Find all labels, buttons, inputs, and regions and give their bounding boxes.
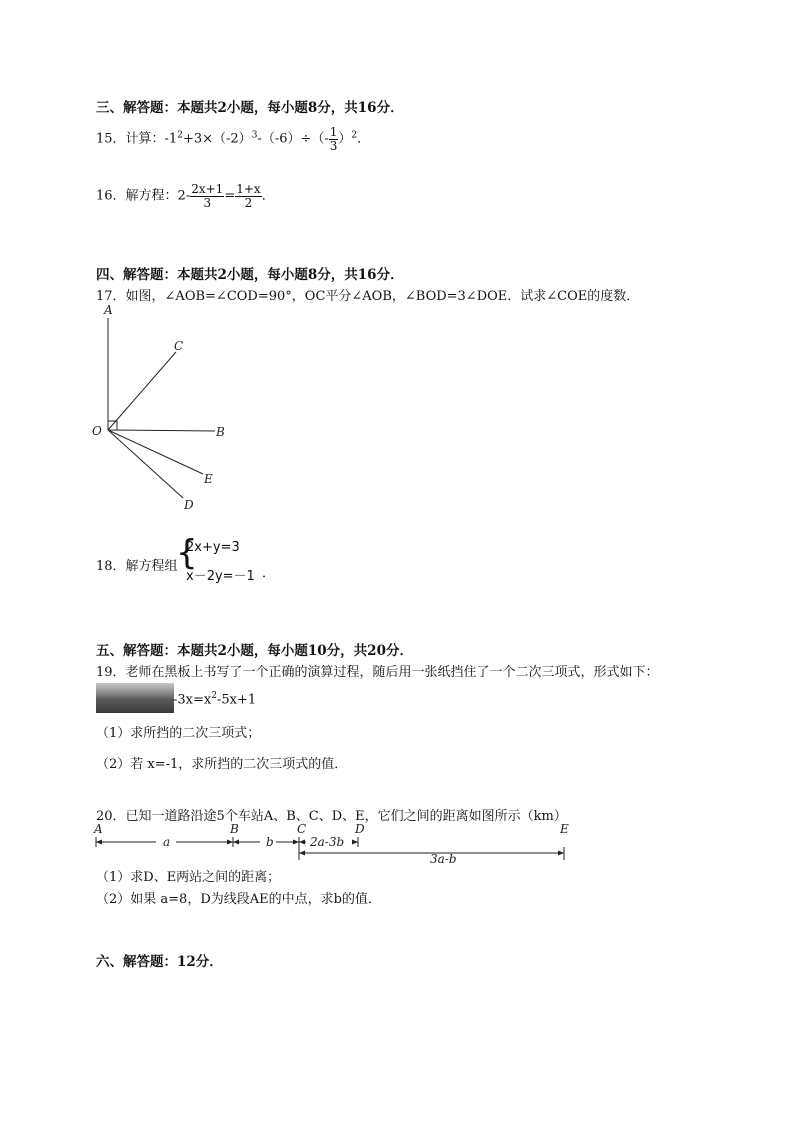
arrow-cd-l (299, 840, 305, 845)
q19-expr-exp: 2 (211, 691, 217, 701)
label-c: C (174, 339, 184, 353)
system-brace: { (176, 533, 198, 573)
q15-exp2: 3 (251, 130, 258, 141)
q16-f2-num: 1+x (236, 182, 261, 196)
q16-end: ． (261, 188, 275, 204)
arrow-ce-r (558, 851, 564, 856)
section-6-heading: 六、解答题：12分． (96, 954, 223, 970)
point-d-label: D (355, 822, 365, 836)
point-c-label: C (297, 822, 307, 836)
q15-end: ． (357, 131, 371, 147)
q15-frac-num: 1 (329, 125, 338, 139)
q20-sub2: （2）如果 a=8，D为线段AE的中点，求b的值． (96, 892, 381, 907)
angle-figure (90, 300, 250, 520)
q16-f1-den: 3 (203, 195, 212, 210)
arrow-bc-r (293, 840, 299, 845)
point-a-label: A (94, 822, 103, 836)
label-e: E (204, 472, 213, 486)
point-e-label: E (560, 822, 569, 836)
question-15 (96, 126, 370, 152)
q16-fraction-1 (190, 183, 224, 209)
question-19: 19．老师在黑板上书写了一个正确的演算过程，随后用一张纸挡住了一个二次三项式，形式如下： (96, 665, 659, 680)
label-b: B (216, 425, 225, 439)
q15-mid2: -（-6）÷（- (257, 131, 329, 147)
segment-bc-label: b (266, 835, 274, 849)
label-a: A (104, 303, 113, 317)
label-d: D (184, 498, 194, 512)
q15-exp3: 2 (351, 130, 358, 141)
section-3-heading: 三、解答题：本题共2小题，每小题8分，共16分． (96, 100, 404, 116)
q16-eq: = (224, 188, 236, 204)
q15-frac-den: 3 (329, 138, 338, 153)
ray-oc (108, 352, 176, 430)
arrow-cd-r (352, 840, 358, 845)
q15-mid: +3×（-2） (182, 131, 252, 147)
q15-exp1: 2 (177, 130, 183, 141)
ray-oe (108, 430, 203, 474)
question-16 (96, 183, 275, 209)
section-5-heading: 五、解答题：本题共2小题，每小题10分，共20分． (96, 643, 413, 659)
covered-paper-image (96, 683, 174, 713)
label-o: O (92, 424, 102, 438)
q16-f1-num: 2x+1 (191, 182, 224, 196)
q18-eq1: 2x+y=3 (186, 540, 240, 555)
q15-close: ） (338, 131, 352, 147)
ray-ob (108, 430, 215, 431)
q18-prefix: 18．解方程组 (96, 559, 178, 574)
question-20: 20．已知一道路沿途5个车站A、B、C、D、E，它们之间的距离如图所示（km） (96, 809, 567, 824)
distance-diagram (90, 820, 580, 868)
arrow-ab-r (227, 840, 233, 845)
q16-prefix: 16．解方程：2- (96, 188, 191, 204)
segment-ce-label: 3a-b (430, 852, 457, 866)
q20-sub1: （1）求D、E两站之间的距离； (96, 870, 281, 885)
q18-end: ． (262, 566, 276, 581)
q19-sub1: （1）求所挡的二次三项式； (96, 726, 261, 741)
segment-ab-label: a (163, 835, 171, 849)
q19-expression (173, 691, 256, 707)
q19-expr-pre: -3x=x (173, 692, 212, 708)
segment-cd-label: 2a-3b (310, 835, 345, 849)
question-17: 17．如图，∠AOB=∠COD=90°，OC平分∠AOB，∠BOD=3∠DOE．试求∠COE的度数． (96, 289, 640, 304)
q18-eq2: x－2y=－1 (186, 569, 255, 584)
q16-fraction-2 (235, 183, 261, 209)
q19-expr-post: -5x+1 (216, 692, 257, 708)
q15-fraction (329, 126, 339, 152)
section-4-heading: 四、解答题：本题共2小题，每小题8分，共16分． (96, 267, 404, 283)
q16-f2-den: 2 (244, 195, 253, 210)
q15-prefix: 15．计算：-1 (96, 131, 178, 147)
point-b-label: B (230, 822, 239, 836)
q19-sub2: （2）若 x=-1，求所挡的二次三项式的值． (96, 757, 348, 772)
ray-od (108, 430, 183, 498)
arrow-ce-l (299, 851, 305, 856)
arrow-ab-l (96, 840, 102, 845)
arrow-bc-l (233, 840, 239, 845)
